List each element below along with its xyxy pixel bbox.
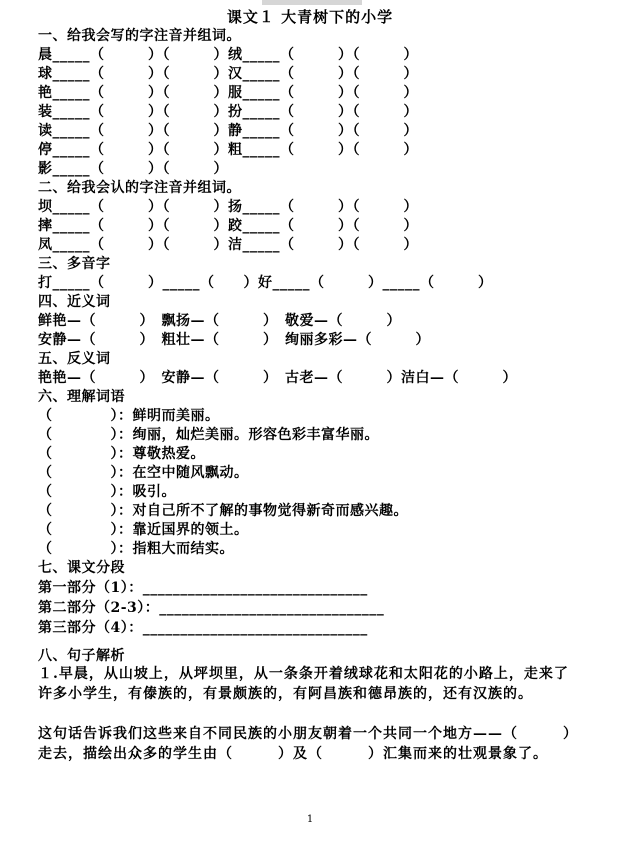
page-title: 课文１ 大青树下的小学 — [226, 8, 394, 26]
section1-row: 球_____（ ）（ ）汉_____（ ）（ ） — [38, 66, 418, 82]
section3-row: 打_____（ ）_____（ ）好_____（ ）_____（ ） — [38, 275, 493, 291]
section6-row: （ ）：指粗大而结实。 — [38, 541, 234, 557]
section4-row: 安静—（ ） 粗壮—（ ） 绚丽多彩—（ ） — [38, 332, 430, 348]
section6-row: （ ）：吸引。 — [38, 484, 176, 500]
section1-heading: 一、给我会写的字注音并组词。 — [38, 28, 241, 44]
section4-row: 鲜艳—（ ） 飘扬—（ ） 敬爱—（ ） — [38, 313, 401, 329]
section6-row: （ ）：对自己所不了解的事物觉得新奇而感兴趣。 — [38, 503, 408, 519]
section8-heading: 八、句子解析 — [38, 648, 125, 664]
page-number: 1 — [306, 814, 314, 825]
section3-heading: 三、多音字 — [38, 256, 111, 272]
section1-row: 影_____（ ）（ ） — [38, 161, 228, 177]
section2-row: 摔_____（ ）（ ）跤_____（ ）（ ） — [38, 218, 418, 234]
section5-row: 艳艳—（ ） 安静—（ ） 古老—（ ）洁白—（ ） — [38, 370, 517, 386]
section6-row: （ ）：绚丽，灿烂美丽。形容色彩丰富华丽。 — [38, 427, 379, 443]
section1-row: 停_____（ ）（ ）粗_____（ ）（ ） — [38, 142, 418, 158]
section2-row: 凤_____（ ）（ ）洁_____（ ）（ ） — [38, 237, 418, 253]
section4-heading: 四、近义词 — [38, 294, 111, 310]
section2-row: 坝_____（ ）（ ）扬_____（ ）（ ） — [38, 199, 418, 215]
section1-row: 读_____（ ）（ ）静_____（ ）（ ） — [38, 123, 418, 139]
section1-row: 装_____（ ）（ ）扮_____（ ）（ ） — [38, 104, 418, 120]
section6-heading: 六、理解词语 — [38, 389, 125, 405]
section7-row: 第一部分（1）：______________________________ — [38, 580, 368, 596]
section6-row: （ ）：尊敬热爱。 — [38, 446, 205, 462]
section2-heading: 二、给我会认的字注音并组词。 — [38, 180, 241, 196]
section1-row: 艳_____（ ）（ ）服_____（ ）（ ） — [38, 85, 418, 101]
section6-row: （ ）：鲜明而美丽。 — [38, 408, 220, 424]
section7-row: 第三部分（4）：______________________________ — [38, 620, 368, 636]
section8-paragraph: １.早晨，从山坡上，从坪坝里，从一条条开着绒球花和太阳花的小路上，走来了许多小学生，有傣族的，有景颇族的，有阿昌族和德昂族的，还有汉族的。 — [38, 666, 569, 702]
header-rule — [262, 0, 362, 5]
section8-question: 这句话告诉我们这些来自不同民族的小朋友朝着一个共同一个地方——（ ）走去，描绘出众多的学生由（ ）及（ ）汇集而来的壮观景象了。 — [38, 726, 578, 762]
section7-heading: 七、课文分段 — [38, 560, 125, 576]
section6-row: （ ）：靠近国界的领土。 — [38, 522, 249, 538]
section5-heading: 五、反义词 — [38, 351, 111, 367]
section7-row: 第二部分（2-3）：______________________________ — [38, 600, 385, 616]
section6-row: （ ）：在空中随风飘动。 — [38, 465, 249, 481]
section1-row: 晨_____（ ）（ ）绒_____（ ）（ ） — [38, 47, 418, 63]
